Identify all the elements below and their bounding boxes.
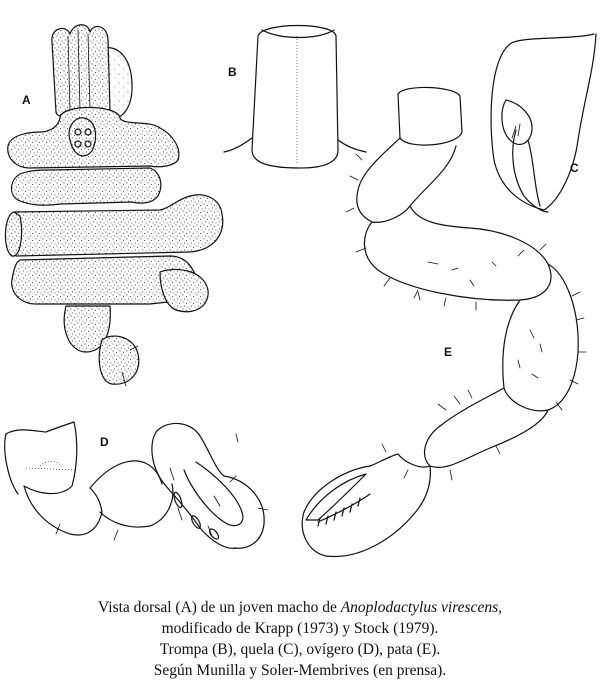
panel-a-dorsal-view bbox=[5, 25, 222, 386]
label-d: D bbox=[100, 435, 109, 449]
caption-line-1-suffix: , bbox=[498, 599, 502, 616]
figure-caption bbox=[0, 597, 600, 681]
label-a: A bbox=[22, 93, 31, 107]
caption-line-1 bbox=[0, 597, 600, 618]
label-e: E bbox=[444, 345, 453, 359]
caption-line-3: Trompa (B), quela (C), ovígero (D), pata (E). bbox=[159, 641, 441, 658]
panel-b-proboscis bbox=[224, 26, 366, 169]
species-name: Anoplodactylus virescens bbox=[340, 599, 499, 616]
caption-line-1-prefix: Vista dorsal (A) de un joven macho de bbox=[98, 599, 341, 616]
panel-e-leg bbox=[302, 87, 586, 556]
panel-c-chela bbox=[491, 34, 596, 212]
caption-line-2: modificado de Krapp (1973) y Stock (1979). bbox=[161, 620, 439, 637]
label-c: C bbox=[570, 161, 579, 175]
label-b: B bbox=[228, 65, 237, 79]
panel-d-oviger bbox=[5, 422, 268, 548]
caption-line-4: Según Munilla y Soler-Membrives (en prensa). bbox=[153, 662, 447, 679]
